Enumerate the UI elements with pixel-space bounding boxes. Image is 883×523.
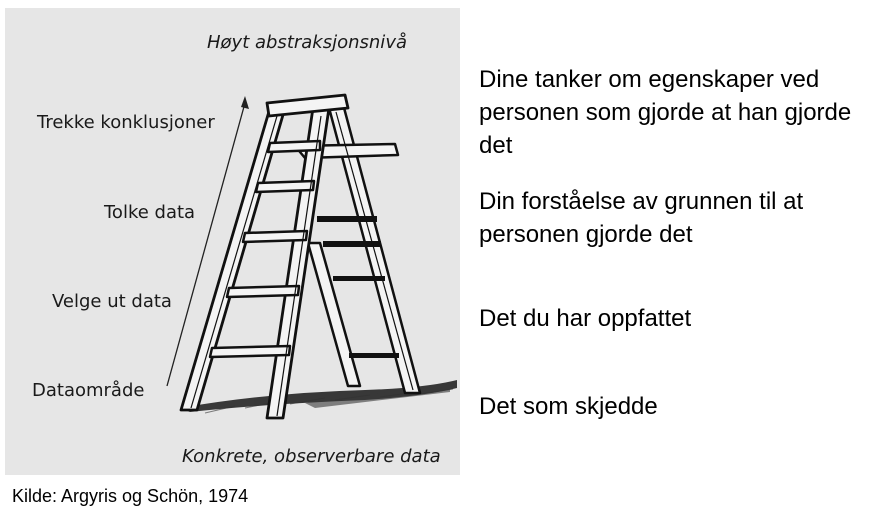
description-perceived: Det du har oppfattet <box>479 305 692 332</box>
ladder-front-rails <box>181 108 329 418</box>
bottom-label: Konkrete, observerbare data <box>182 446 441 467</box>
rung-label-data-area: Dataområde <box>32 380 145 401</box>
ladder-panel <box>5 8 460 475</box>
rung-label-conclusions: Trekke konklusjoner <box>37 112 215 133</box>
description-happened: Det som skjedde <box>479 393 658 420</box>
description-interpret: Din forståelse av grunnen til at personen gjorde det <box>479 188 804 248</box>
rung-label-select: Velge ut data <box>52 291 172 312</box>
description-conclusions: Dine tanker om egenskaper ved personen som gjorde at han gjorde det <box>479 66 852 159</box>
source-citation: Kilde: Argyris og Schön, 1974 <box>12 486 249 506</box>
ladder-illustration <box>5 8 460 475</box>
top-label: Høyt abstraksjonsnivå <box>207 32 407 53</box>
rung-label-interpret: Tolke data <box>104 202 196 223</box>
